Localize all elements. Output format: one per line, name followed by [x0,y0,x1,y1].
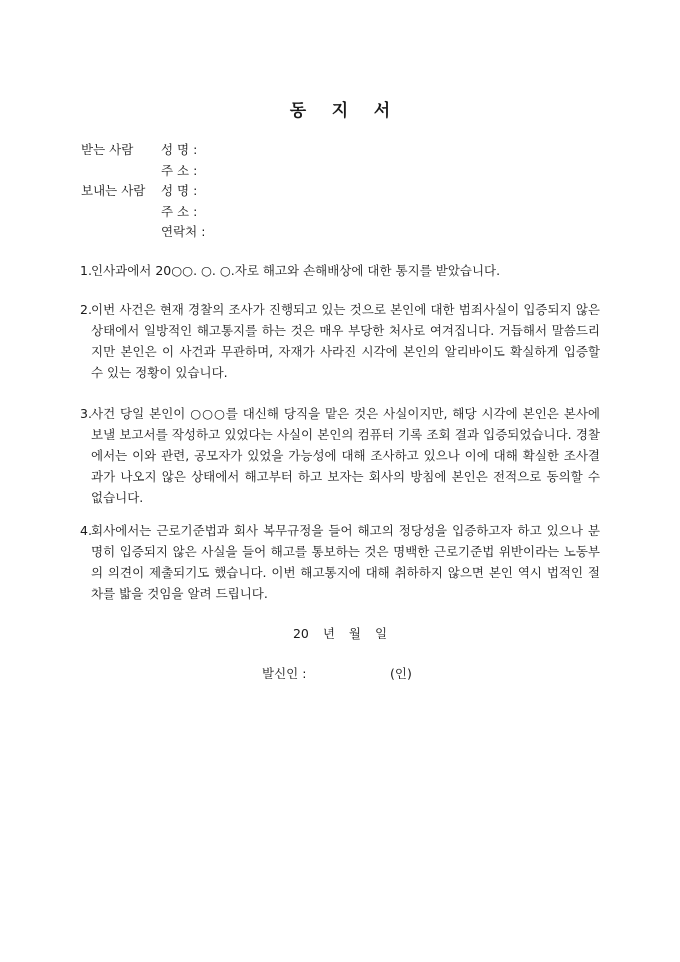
recipient-label: 받는 사람 [81,142,134,157]
sender-name-label: 성 명 : [161,183,198,198]
sender-address-row [81,202,198,223]
paragraph-text: 이번 사건은 현재 경찰의 조사가 진행되고 있는 것으로 본인에 대한 범죄사실이 입증되지 않은 상태에서 일방적인 해고통지를 하는 것은 매우 부당한 처사로 여겨집니다. 거듭해서 말씀드리지만 본인은 이 사건과 무관하며, 자재가 사라진 시각에 본인의 알리바이도 확실하게 입증할 수 있는 정황이 있습니다. [91,302,600,380]
paragraph-number: 1. [80,263,92,278]
paragraph-number: 4. [80,523,92,538]
sender-signature-line [262,664,412,682]
recipient-name-row [81,140,198,161]
title-char: 서 [373,101,391,121]
paragraph-2 [80,299,600,383]
paragraph-text: 인사과에서 20○○. ○. ○.자로 해고와 손해배상에 대한 통지를 받았습니다. [91,263,501,278]
paragraph-3 [80,403,600,508]
paragraph-number: 2. [80,302,92,317]
sender-name-row [81,181,198,202]
title-char: 지 [331,101,349,121]
sender-sign-label: 발신인 : [262,666,307,681]
sender-contact-row [81,222,206,243]
seal-mark: (인) [390,666,412,681]
paragraph-text: 사건 당일 본인이 ○○○를 대신해 당직을 맡은 것은 사실이지만, 해당 시각에 본인은 본사에 보낼 보고서를 작성하고 있었다는 사실이 본인의 컴퓨터 기록 조회 결과 입증되었습니다. 경찰에서는 이와 관련, 공모자가 있었을 가능성에 대해 조사하고 있으나 이에 대해 확실한 조사결과가 나오지 않은 상태에서 해고부터 하고 보자는 회사의 방침에 본인은 전적으로 동의할 수 없습니다. [91,406,600,505]
recipient-name-label: 성 명 : [161,142,198,157]
document-title [0,96,680,121]
sender-address-label: 주 소 : [161,203,198,219]
recipient-address-row [81,161,198,182]
sender-contact-label: 연락처 : [161,224,206,239]
paragraph-text: 회사에서는 근로기준법과 회사 복무규정을 들어 해고의 정당성을 입증하고자 하고 있으나 분명히 입증되지 않은 사실을 들어 해고를 통보하는 것은 명백한 근로기준법 위반이라는 노동부의 의견이 제출되기도 했습니다. 이번 해고통지에 대해 취하하지 않으면 본인 역시 법적인 절차를 밟을 것임을 알려 드립니다. [91,523,600,601]
paragraph-4 [80,520,600,604]
paragraph-1 [80,260,600,281]
date-line: 20 년 월 일 [292,626,388,641]
recipient-address-label: 주 소 : [161,162,198,178]
title-char: 동 [289,101,307,121]
sender-label: 보내는 사람 [81,183,146,198]
address-block [81,140,206,243]
paragraph-number: 3. [80,406,92,421]
